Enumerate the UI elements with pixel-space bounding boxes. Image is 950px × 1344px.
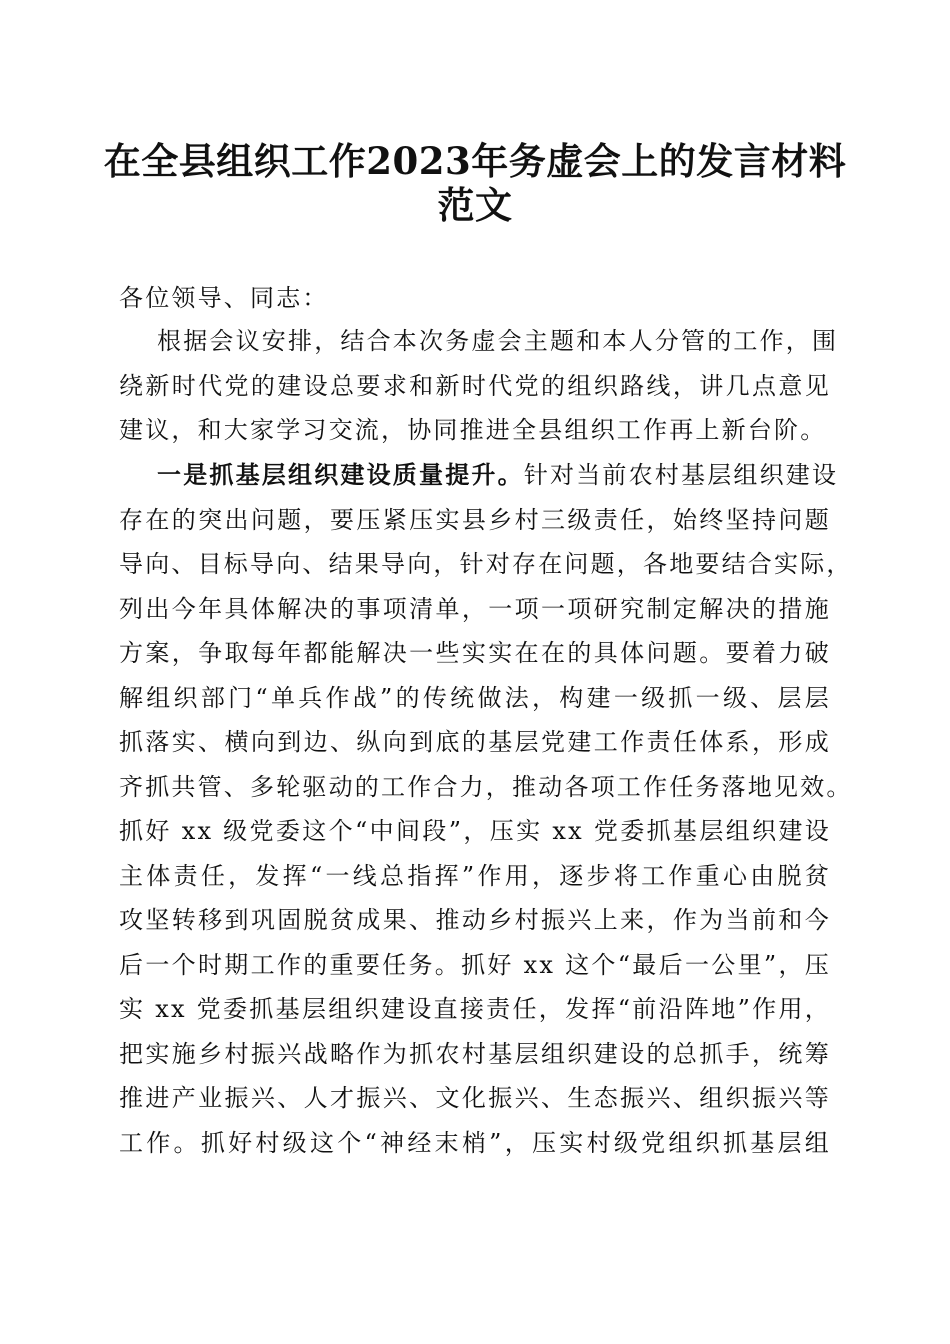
section1-line: 攻坚转移到巩固脱贫成果、推动乡村振兴上来，作为当前和今: [119, 906, 831, 934]
section1-first-line-rest: 针对当前农村基层组织建设: [523, 461, 839, 489]
section1-line: 后一个时期工作的重要任务。抓好 xx 这个“最后一公里”，压: [119, 951, 831, 979]
section1-line: 主体责任，发挥“一线总指挥”作用，逐步将工作重心由脱贫: [119, 862, 831, 890]
section1-line: 方案，争取每年都能解决一些实实在在的具体问题。要着力破: [119, 639, 831, 667]
document-title-line-2: 范文: [437, 183, 513, 227]
section1-line: 工作。抓好村级这个“神经末梢”，压实村级党组织抓基层组: [119, 1129, 831, 1157]
intro-line: 根据会议安排，结合本次务虚会主题和本人分管的工作，围: [157, 327, 839, 355]
section1-line: 抓好 xx 级党委这个“中间段”，压实 xx 党委抓基层组织建设: [119, 817, 831, 845]
section1-line: 存在的突出问题，要压紧压实县乡村三级责任，始终坚持问题: [119, 506, 831, 534]
section1-first-line: [157, 460, 839, 490]
section1-line: 把实施乡村振兴战略作为抓农村基层组织建设的总抓手，统筹: [119, 1040, 831, 1068]
section1-line: 推进产业振兴、人才振兴、文化振兴、生态振兴、组织振兴等: [119, 1084, 831, 1112]
section1-line: 实 xx 党委抓基层组织建设直接责任，发挥“前沿阵地”作用，: [119, 995, 831, 1023]
section1-line: 解组织部门“单兵作战”的传统做法，构建一级抓一级、层层: [119, 684, 831, 712]
document-title-line-1: 在全县组织工作2023年务虚会上的发言材料: [103, 139, 847, 183]
intro-line: 建议，和大家学习交流，协同推进全县组织工作再上新台阶。: [119, 416, 827, 444]
section1-line: 列出今年具体解决的事项清单，一项一项研究制定解决的措施: [119, 595, 831, 623]
intro-line: 绕新时代党的建设总要求和新时代党的组织路线，讲几点意见: [119, 372, 831, 400]
section1-line: 齐抓共管、多轮驱动的工作合力，推动各项工作任务落地见效。: [119, 773, 853, 801]
section1-lead: 一是抓基层组织建设质量提升。: [157, 460, 524, 489]
salutation: 各位领导、同志：: [119, 284, 329, 312]
section1-line: 抓落实、横向到边、纵向到底的基层党建工作责任体系，形成: [119, 728, 831, 756]
section1-line: 导向、目标导向、结果导向，针对存在问题，各地要结合实际，: [119, 550, 853, 578]
